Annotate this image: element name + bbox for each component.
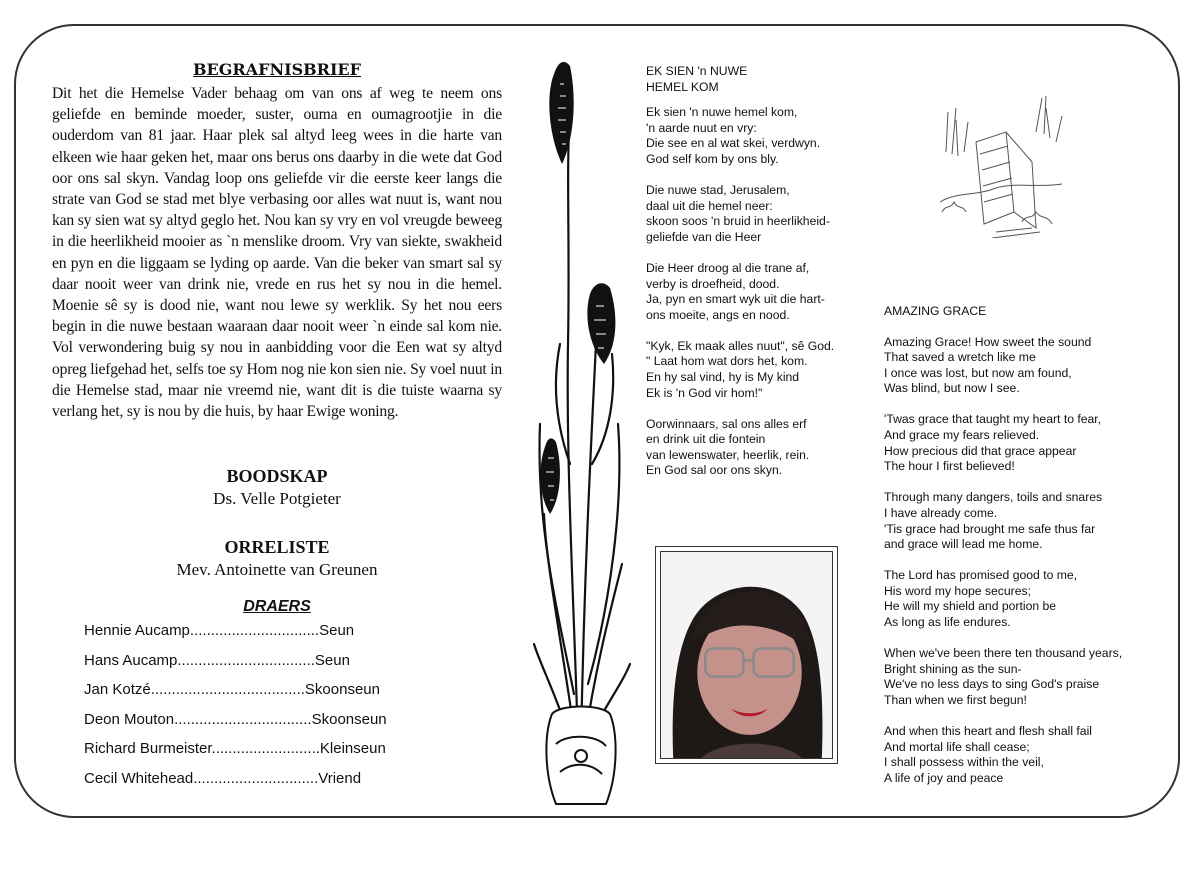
bearer-relation: Seun (314, 651, 350, 669)
bearer-relation: Kleinseun (319, 740, 386, 757)
left-panel (52, 60, 502, 422)
bearer-row (84, 739, 484, 769)
poem2-stanza (884, 490, 1154, 552)
poem-line: "Kyk, Ek maak alles nuut", sê God. (646, 338, 835, 353)
letter-body: Dit het die Hemelse Vader behaag om van ons af weg te neem ons geliefde en beminde moeder, suster, ouma en oumagrootjie in die ouderdom van 81 jaar. Haar plek sal altyd leeg wees in die harte van elkeen wie haar geken het, maar ons berus ons daarby in die wete dat God oor ons sal skyn. Vandag loop ons geliefde vir die eerste keer langs die strate van God se stad met blye verbasing oor alles wat nuut is, want nou kan sy sien wat sy altyd geglo het. Nou kan sy vry en vol vreugde beweeg in die heerlikheid mooier as `n menslike droom. Vry van siekte, swakheid en pyn en die liggaam se lyding op aarde. Van die beker van smart sal sy daar nooit weer van drink nie, vrede en rus het sy nou in die hemel. Moenie sê sy is dood nie, want nou lewe sy werklik. Sy het nou eers begin in die nuwe bestaan waaraan daar nooit weer `n einde sal kom nie. Vol verwondering buig sy nou in aanbidding voor die Een wat sy altyd opreg liefgehad het, selfs toe sy Hom nog nie kon sien nie. Sy voel nuut in die Hemelse stad, maar nie vreemd nie, want dit is die tuiste waarna sy verlang het, sy is nou by die huis, by haar Ewige woning. (52, 85, 502, 421)
bearer-row (84, 710, 484, 740)
bearer-dots: ................................. (174, 710, 312, 728)
poem-line: I have already come. (884, 505, 998, 520)
boodskap-section (52, 466, 502, 509)
poem-line: Die see en al wat skei, verdwyn. (646, 136, 821, 151)
bearer-relation: Seun (319, 622, 355, 639)
bearer-name: Cecil Whitehead (84, 769, 194, 787)
poem-line: en drink uit die fontein (646, 432, 766, 447)
poem-line: That saved a wretch like me (884, 350, 1036, 365)
poem-line: van lewenswater, heerlik, rein. (646, 447, 810, 462)
poem-line: And grace my fears relieved. (884, 428, 1040, 443)
poem-line: Than when we first begun! (884, 692, 1027, 707)
bearer-row (84, 651, 484, 681)
poem-line: I shall possess within the veil, (884, 755, 1044, 770)
poem-line: Bright shining as the sun- (884, 661, 1022, 676)
poem2-stanza (884, 646, 1154, 708)
boodskap-name: Ds. Velle Potgieter (213, 489, 341, 508)
poem-line: The hour I first believed! (884, 459, 1015, 474)
poem-line: Ja, pyn en smart wyk uit die hart- (646, 292, 825, 307)
poem2-title: AMAZING GRACE (884, 304, 987, 318)
plant-vase-illustration (526, 44, 636, 814)
poem2-stanza (884, 412, 1154, 474)
poem1-stanza (646, 261, 861, 323)
poem-ek-sien (646, 64, 861, 495)
poem-line: Die nuwe stad, Jerusalem, (646, 183, 790, 198)
poem-line: daal uit die hemel neer: (646, 198, 773, 213)
poem-line: skoon soos 'n bruid in heerlikheid- (646, 214, 830, 229)
bearers-list (84, 621, 484, 798)
poem-line: A life of joy and peace (884, 770, 1004, 785)
poem1-title-line: HEMEL KOM (646, 79, 719, 94)
poem-line: ons moeite, angs en nood. (646, 307, 790, 322)
poem-line: 'Tis grace had brought me safe thus far (884, 521, 1096, 536)
poem1-title-line: EK SIEN 'n NUWE (646, 64, 748, 78)
poem-line: 'Twas grace that taught my heart to fear, (884, 412, 1102, 427)
letter-title: BEGRAFNISBRIEF (193, 60, 361, 79)
poem2-stanza (884, 335, 1154, 397)
orreliste-section (52, 537, 502, 580)
bearer-name: Hennie Aucamp (84, 622, 190, 639)
poem-line: The Lord has promised good to me, (884, 568, 1078, 583)
garden-gate-illustration (936, 92, 1066, 238)
bearer-row (84, 621, 484, 651)
poem2-stanza (884, 568, 1154, 630)
bearer-dots: ................................. (177, 651, 315, 669)
bearer-row (84, 769, 484, 799)
portrait-image (661, 552, 832, 758)
orreliste-heading: ORRELISTE (224, 537, 330, 557)
bearer-name: Deon Mouton (84, 710, 175, 728)
poem-line: I once was lost, but now am found, (884, 365, 1072, 380)
poem-line: We've no less days to sing God's praise (884, 677, 1100, 692)
poem-line: and grace will lead me home. (884, 537, 1043, 552)
bearer-dots: .......................... (211, 740, 320, 757)
poem-line: Ek is 'n God vir hom!" (646, 385, 763, 400)
portrait-photo (660, 551, 833, 759)
poem1-stanza (646, 105, 861, 167)
poem-line: Ek sien 'n nuwe hemel kom, (646, 105, 798, 120)
bearer-dots: .............................. (193, 769, 319, 787)
bearer-dots: ............................... (189, 622, 320, 639)
poem-line: Die Heer droog al die trane af, (646, 260, 810, 275)
poem-amazing-grace (884, 304, 1154, 802)
bearer-dots: ..................................... (150, 681, 305, 698)
orreliste-name: Mev. Antoinette van Greunen (176, 560, 378, 579)
poem-line: He will my shield and portion be (884, 599, 1057, 614)
poem-line: How precious did that grace appear (884, 443, 1077, 458)
poem-line: As long as life endures. (884, 615, 1011, 629)
draers-heading: DRAERS (243, 598, 311, 615)
poem-line: verby is droefheid, dood. (646, 276, 780, 291)
poem-line: Was blind, but now I see. (884, 381, 1020, 396)
poem-line: 'n aarde nuut en vry: (646, 120, 757, 135)
poem-line: And mortal life shall cease; (884, 739, 1030, 754)
poem-line: Amazing Grace! How sweet the sound (884, 334, 1092, 349)
portrait-frame (655, 546, 838, 764)
poem-line: En hy sal vind, hy is My kind (646, 370, 800, 384)
poem-line: When we've been there ten thousand years, (884, 646, 1123, 661)
bearer-name: Richard Burmeister (84, 740, 212, 757)
poem-line: geliefde van die Heer (646, 229, 762, 244)
poem-line: Oorwinnaars, sal ons alles erf (646, 416, 807, 431)
poem1-stanza (646, 339, 861, 401)
poem1-stanza (646, 183, 861, 245)
bearer-name: Hans Aucamp (84, 651, 178, 669)
poem-line: God self kom by ons bly. (646, 151, 779, 166)
poem1-stanza (646, 417, 861, 479)
boodskap-heading: BOODSKAP (226, 466, 328, 486)
poem-line: His word my hope secures; (884, 583, 1031, 598)
poem1-title (646, 64, 861, 95)
bearer-row (84, 680, 484, 710)
poem-line: " Laat hom wat dors het, kom. (646, 354, 808, 369)
poem-line: Through many dangers, toils and snares (884, 490, 1103, 505)
bearer-relation: Skoonseun (311, 710, 387, 728)
poem-line: En God sal oor ons skyn. (646, 463, 783, 478)
bearer-relation: Skoonseun (304, 681, 380, 698)
bearer-name: Jan Kotzé (84, 681, 151, 698)
bearer-relation: Vriend (318, 769, 362, 787)
poem-line: And when this heart and flesh shall fail (884, 723, 1092, 738)
poem2-stanza (884, 724, 1154, 786)
